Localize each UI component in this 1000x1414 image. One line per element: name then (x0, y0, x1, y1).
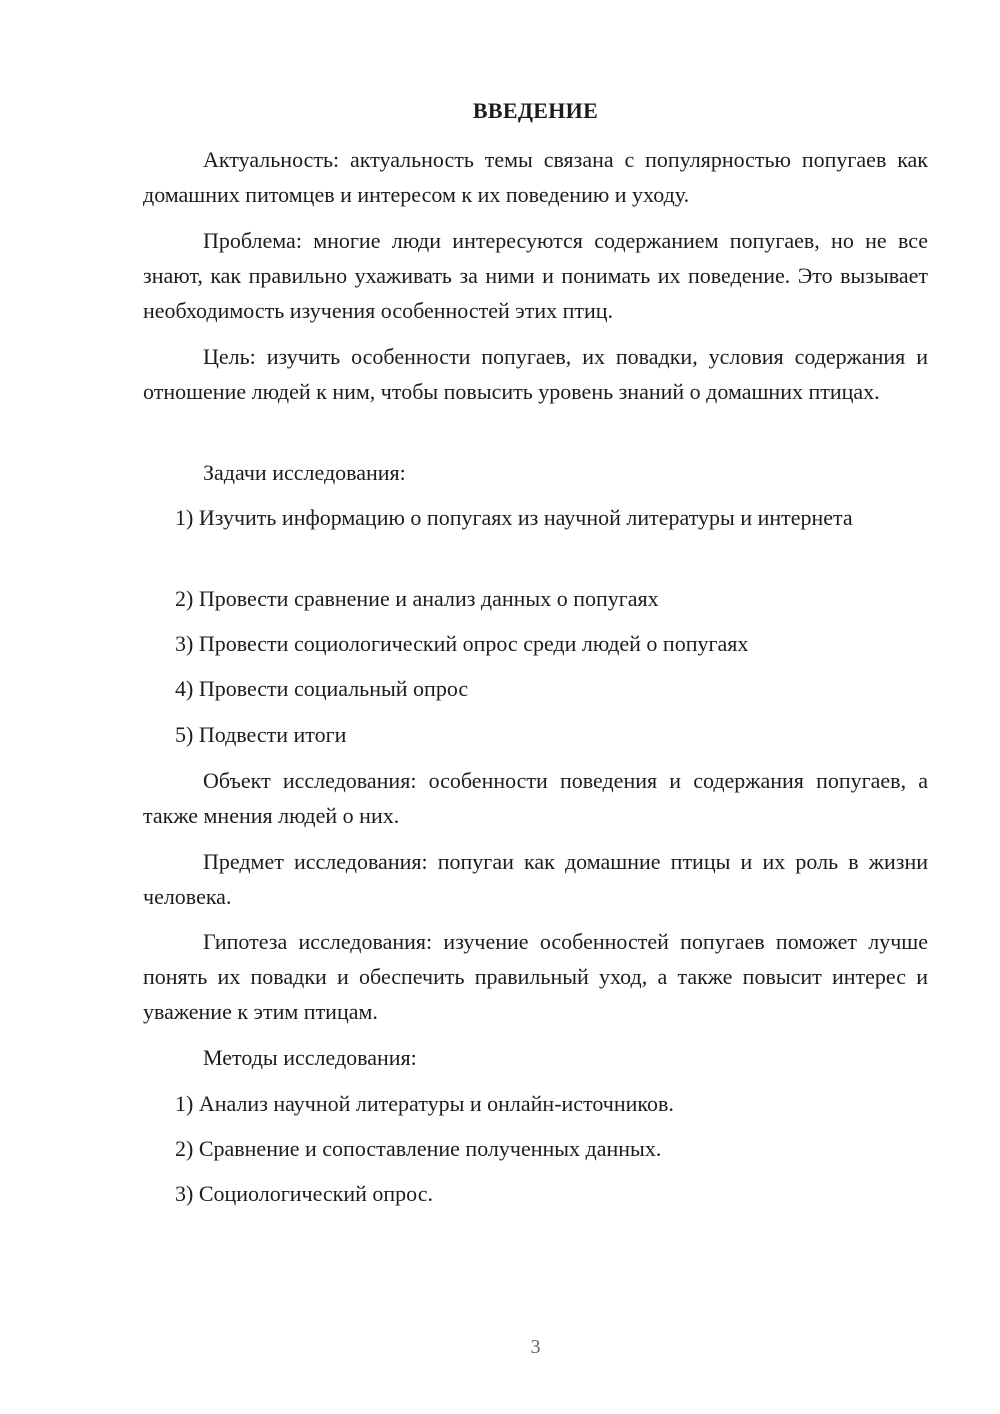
paragraph-methods-heading: Методы исследования: (203, 1045, 417, 1070)
list-item-method-3: 3) Социологический опрос. (175, 1181, 433, 1206)
list-item-task-3: 3) Провести социологический опрос среди людей о попугаях (175, 631, 749, 656)
paragraph-object: Объект исследования: особенности поведения и содержания попугаев, а также мнения людей о них. (143, 768, 928, 828)
page-number: 3 (530, 1336, 541, 1358)
paragraph-subject: Предмет исследования: попугаи как домашние птицы и их роль в жизни человека. (143, 849, 928, 909)
list-item-task-1: 1) Изучить информацию о попугаях из научной литературы и интернета (175, 505, 853, 530)
list-item-task-5: 5) Подвести итоги (175, 722, 347, 747)
paragraph-hypothesis: Гипотеза исследования: изучение особенностей попугаев поможет лучше понять их повадки и обеспечить правильный уход, а также повысит интерес и уважение к этим птицам. (143, 929, 928, 1024)
page-title: ВВЕДЕНИЕ (472, 98, 599, 123)
list-item-task-4: 4) Провести социальный опрос (175, 676, 469, 701)
paragraph-problem: Проблема: многие люди интересуются содержанием попугаев, но не все знают, как правильно ухаживать за ними и понимать их поведение. Это вызывает необходимость изучения особенностей этих птиц. (143, 228, 928, 323)
list-item-task-2: 2) Провести сравнение и анализ данных о попугаях (175, 586, 659, 611)
paragraph-tasks-heading: Задачи исследования: (203, 460, 406, 485)
paragraph-goal: Цель: изучить особенности попугаев, их повадки, условия содержания и отношение людей к ним, чтобы повысить уровень знаний о домашних птицах. (143, 344, 928, 404)
list-item-method-2: 2) Сравнение и сопоставление полученных данных. (175, 1136, 662, 1161)
list-item-method-1: 1) Анализ научной литературы и онлайн-источников. (175, 1091, 674, 1116)
paragraph-relevance: Актуальность: актуальность темы связана с популярностью попугаев как домашних питомцев и интересом к их поведению и уходу. (143, 147, 928, 207)
